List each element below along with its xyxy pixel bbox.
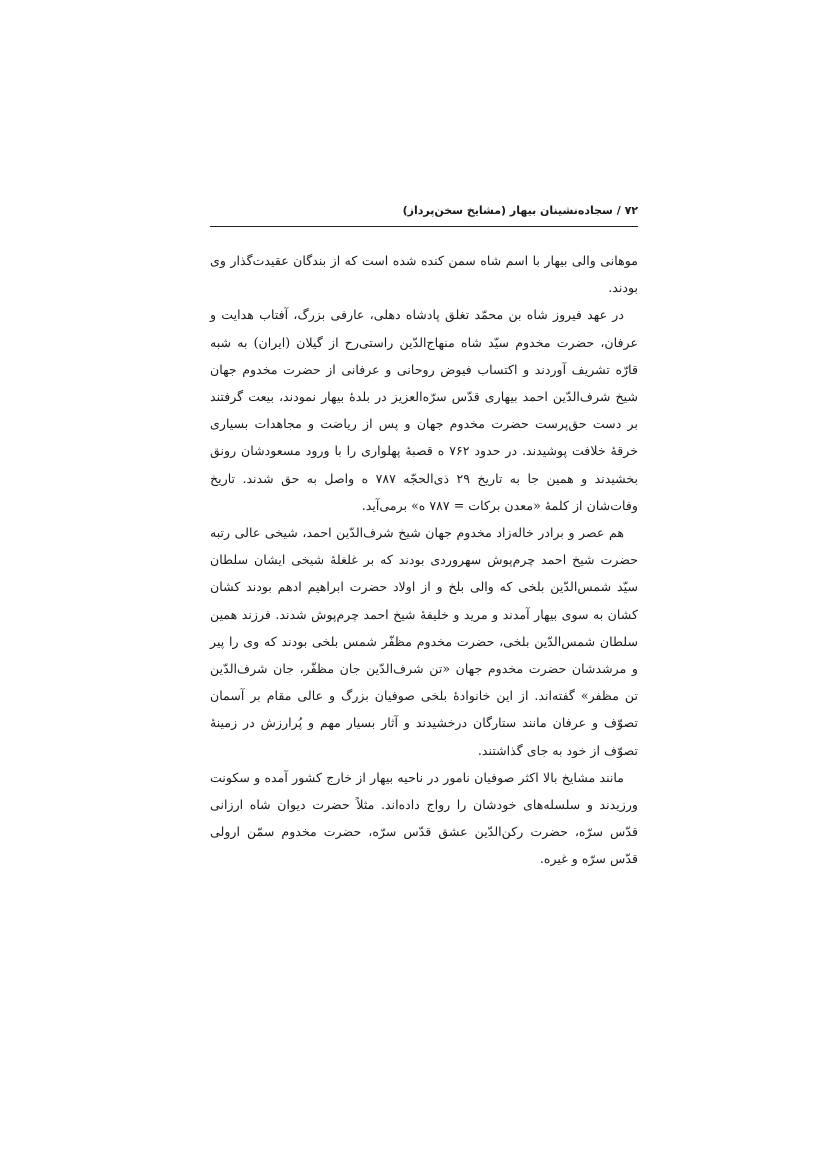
book-page [210,200,638,873]
body-text [210,247,638,873]
paragraph-2: در عهد فیروز شاه بن محمّد تغلق پادشاه دهلی، عارفی بزرگ، آفتاب هدایت و عرفان، حضرت مخدوم سیّد شاه منهاج‌الدّین راستی‌رح از گیلان (ایران) به شبه قارّه تشریف آوردند و اکتساب فیوض روحانی و عرفانی از حضرت مخدوم جهان شیخ شرف‌الدّین احمد بیهاری قدّس سرّه‌العزیز در بلدهٔ بیهار نمودند، بیعت گرفتند بر دست حق‌پرست حضرت مخدوم جهان و پس از ریاضت و مجاهدات بسیاری خرقهٔ خلافت پوشیدند. در حدود ۷۶۲ ه قصبهٔ پهلواری را با ورود مسعودشان رونق بخشیدند و همین جا به تاریخ ۲۹ ذی‌الحجّه ۷۸۷ ه واصل به حق شدند. تاریخ وفات‌شان از کلمهٔ «معدن برکات = ۷۸۷ ه» برمی‌آید. [210,307,639,513]
paragraph-1: موهانی والی بیهار با اسم شاه سمن کنده شده است که از بندگان عقیدت‌گذار وی بودند. [210,253,638,296]
running-head: ۷۲ / سجاده‌نشینان بیهار (مشایخ سخن‌پرداز) [210,200,638,227]
paragraph-3: هم عصر و برادر خاله‌زاد مخدوم جهان شیخ شرف‌الدّین احمد، شیخی عالی رتبه حضرت شیخ احمد چرم‌پوش سهروردی بودند که بر غلغلهٔ شیخی ایشان سلطان سیّد شمس‌الدّین بلخی که والی بلخ و از اولاد حضرت ابراهیم ادهم بودند کشان کشان به سوی بیهار آمدند و مرید و خلیفهٔ شیخ احمد چرم‌پوش شدند. فرزند همین سلطان شمس‌الدّین بلخی، حضرت مخدوم مظفّر شمس بلخی بودند که وی را پیر و مرشدشان حضرت مخدوم جهان «تن شرف‌الدّین جان مظفّر، جان شرف‌الدّین تن مظفر» گفته‌اند. از این خانوادهٔ بلخی صوفیان بزرگ و عالی مقام بر آسمان تصوّف و عرفان مانند ستارگان درخشیدند و آثار بسیار مهم و پُرارزش در زمینهٔ تصوّف از خود به جای گذاشتند. [210,525,638,758]
paragraph-4: مانند مشایخ بالا اکثر صوفیان نامور در ناحیه بیهار از خارج کشور آمده و سکونت ورزیدند و سلسله‌های خودشان را رواج داده‌اند. مثلاً حضرت دیوان شاه ارزانی قدّس سرّه، حضرت رکن‌الدّین عشق قدّس سرّه، حضرت مخدوم سمّن ارولی قدّس سرّه و غیره. [210,769,638,867]
